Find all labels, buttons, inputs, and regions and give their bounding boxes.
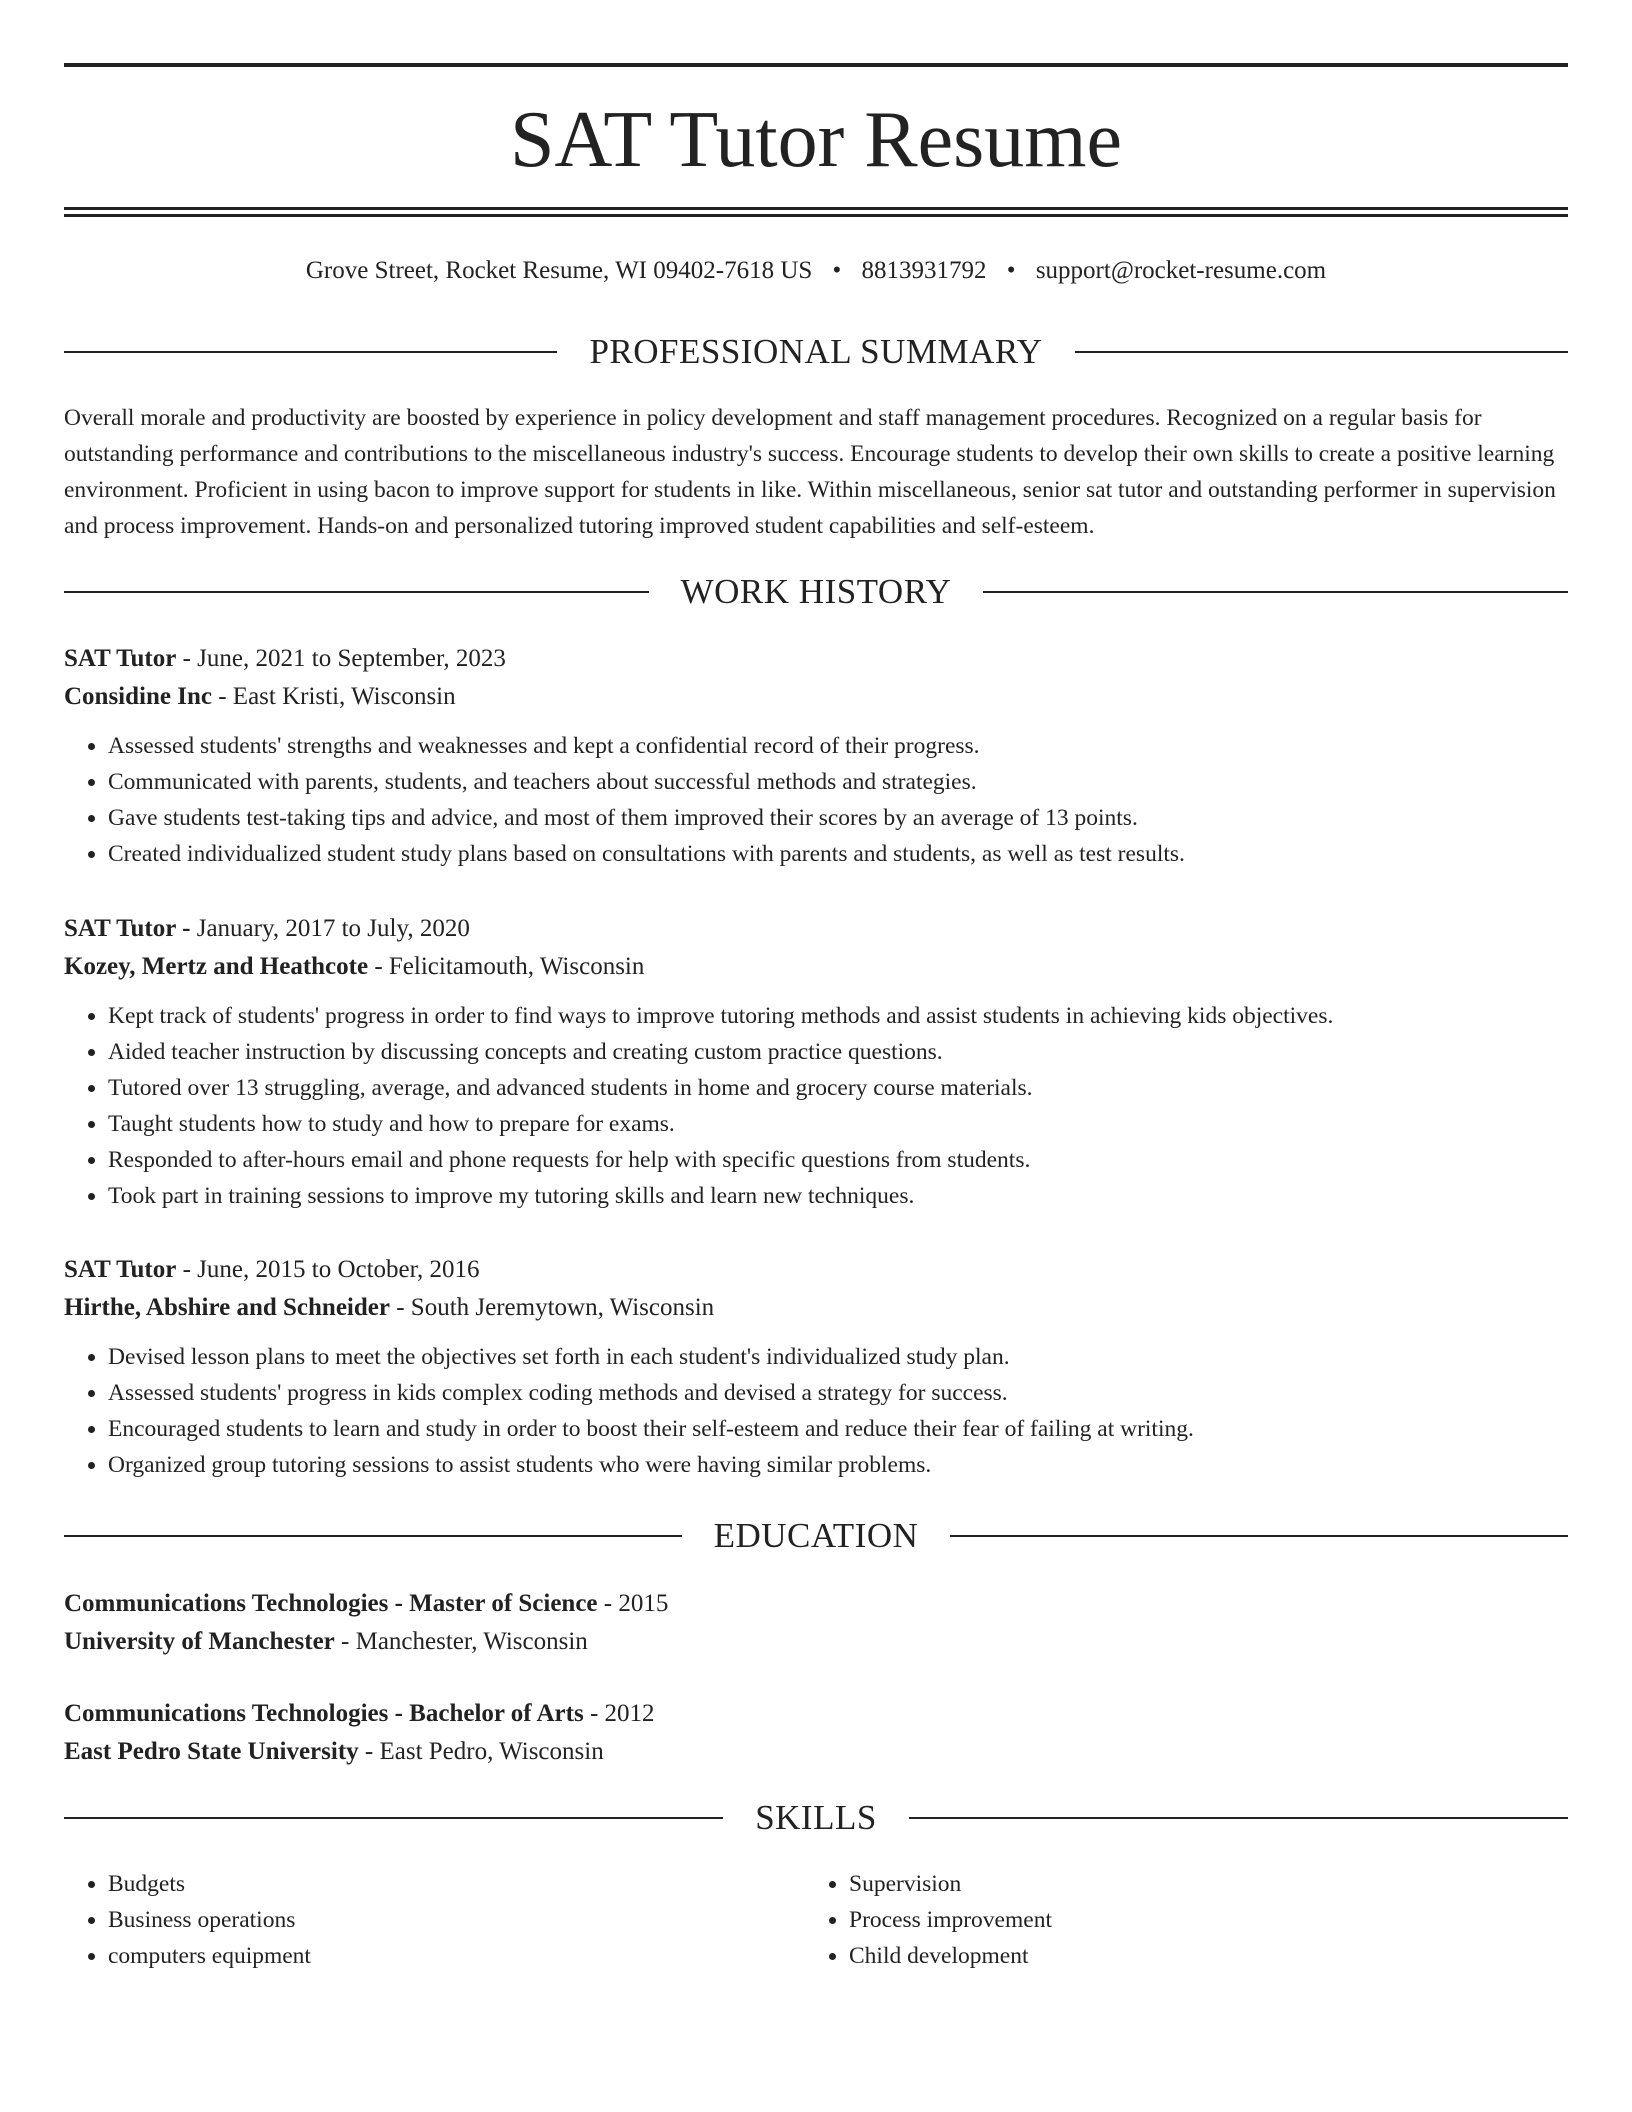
section-heading-work-history bbox=[64, 572, 1568, 612]
school-location: Manchester, Wisconsin bbox=[355, 1628, 588, 1655]
job-entry bbox=[64, 640, 1568, 872]
skill-item: • Supervision bbox=[849, 1866, 1546, 1902]
school-location: East Pedro, Wisconsin bbox=[379, 1738, 604, 1765]
dash: - bbox=[358, 1738, 380, 1765]
education-entry bbox=[64, 1585, 1568, 1661]
section-title: EDUCATION bbox=[713, 1516, 919, 1555]
summary-paragraph: Overall morale and productivity are boosted by experience in policy development and staff management procedures. Recognized on a regular basis for outstanding performance and contributions to the miscellaneous industry's success. Encourage students to develop their own skills to create a positive learning environment. Proficient in using bacon to improve support for students in like. Within miscellaneous, senior sat tutor and outstanding performer in supervision and process improvement. Hands-on and personalized tutoring improved student capabilities and self-esteem. bbox=[64, 405, 1556, 539]
degree-line bbox=[64, 1585, 1568, 1623]
job-location: East Kristi, Wisconsin bbox=[232, 683, 456, 710]
school: East Pedro State University bbox=[64, 1738, 359, 1765]
list-item: • Assessed students' strengths and weaknesses and kept a confidential record of their progress. bbox=[108, 728, 1568, 764]
section-title: WORK HISTORY bbox=[680, 572, 952, 611]
dash: - bbox=[175, 915, 197, 942]
skills-column-right bbox=[805, 1866, 1546, 1974]
job-company: Kozey, Mertz and Heathcote bbox=[64, 953, 369, 980]
list-item: • Tutored over 13 struggling, average, and advanced students in home and grocery course materials. bbox=[108, 1070, 1568, 1106]
degree: Communications Technologies - Master of Science bbox=[64, 1590, 598, 1617]
list-item: • Organized group tutoring sessions to assist students who were having similar problems. bbox=[108, 1447, 1568, 1483]
degree: Communications Technologies - Bachelor of Arts bbox=[64, 1700, 584, 1727]
degree-year: 2015 bbox=[618, 1590, 669, 1617]
school: University of Manchester bbox=[64, 1628, 335, 1655]
contact-separator: • bbox=[832, 257, 842, 284]
divider bbox=[64, 1817, 723, 1819]
section-heading-education bbox=[64, 1516, 1568, 1556]
contact-address: Grove Street, Rocket Resume, WI 09402-7618 US bbox=[305, 257, 813, 284]
list-item: • Took part in training sessions to improve my tutoring skills and learn new techniques. bbox=[108, 1178, 1568, 1214]
degree-year: 2012 bbox=[604, 1700, 655, 1727]
contact-email: support@rocket-resume.com bbox=[1035, 257, 1327, 284]
skill-item: • Budgets bbox=[108, 1866, 805, 1902]
list-item: • Communicated with parents, students, and teachers about successful methods and strategies. bbox=[108, 764, 1568, 800]
job-dates: January, 2017 to July, 2020 bbox=[196, 915, 470, 942]
job-company: Hirthe, Abshire and Schneider bbox=[64, 1294, 390, 1321]
dash: - bbox=[334, 1628, 356, 1655]
job-title: SAT Tutor bbox=[64, 915, 176, 942]
job-title-line bbox=[64, 910, 1568, 948]
job-dates: June, 2015 to October, 2016 bbox=[197, 1256, 480, 1283]
divider bbox=[64, 351, 557, 353]
dash: - bbox=[176, 645, 198, 672]
section-title: SKILLS bbox=[755, 1798, 877, 1837]
job-bullets bbox=[64, 1339, 1568, 1483]
resume-title: SAT Tutor Resume bbox=[509, 96, 1123, 184]
contact-line bbox=[64, 256, 1568, 286]
divider bbox=[950, 1535, 1568, 1537]
job-title-line bbox=[64, 640, 1568, 678]
header-rule-bottom-second bbox=[64, 214, 1568, 217]
job-entry bbox=[64, 1251, 1568, 1483]
dash: - bbox=[583, 1700, 605, 1727]
section-heading-skills bbox=[64, 1798, 1568, 1838]
list-item: • Aided teacher instruction by discussing concepts and creating custom practice questions. bbox=[108, 1034, 1568, 1070]
divider bbox=[983, 591, 1568, 593]
job-company-line bbox=[64, 1289, 1568, 1327]
job-location: South Jeremytown, Wisconsin bbox=[410, 1294, 715, 1321]
skill-item: • Child development bbox=[849, 1938, 1546, 1974]
list-item: • Created individualized student study plans based on consultations with parents and students, as well as test results. bbox=[108, 836, 1568, 872]
divider bbox=[1075, 351, 1568, 353]
contact-separator: • bbox=[1006, 257, 1016, 284]
skills-column-left bbox=[64, 1866, 805, 1974]
list-item: • Gave students test-taking tips and advice, and most of them improved their scores by an average of 13 points. bbox=[108, 800, 1568, 836]
skill-item: • Process improvement bbox=[849, 1902, 1546, 1938]
job-location: Felicitamouth, Wisconsin bbox=[388, 953, 645, 980]
list-item: • Responded to after-hours email and phone requests for help with specific questions from students. bbox=[108, 1142, 1568, 1178]
list-item: • Taught students how to study and how to prepare for exams. bbox=[108, 1106, 1568, 1142]
divider bbox=[64, 1535, 682, 1537]
school-line bbox=[64, 1623, 1568, 1661]
job-title: SAT Tutor bbox=[64, 645, 177, 672]
job-company: Considine Inc bbox=[64, 683, 212, 710]
section-title: PROFESSIONAL SUMMARY bbox=[589, 332, 1043, 371]
job-bullets bbox=[64, 998, 1568, 1214]
list-item: • Encouraged students to learn and study in order to boost their self-esteem and reduce their fear of failing at writing. bbox=[108, 1411, 1568, 1447]
contact-phone: 8813931792 bbox=[861, 257, 987, 284]
job-dates: June, 2021 to September, 2023 bbox=[197, 645, 506, 672]
dash: - bbox=[597, 1590, 619, 1617]
job-bullets bbox=[64, 728, 1568, 872]
dash: - bbox=[368, 953, 389, 980]
degree-line bbox=[64, 1695, 1568, 1733]
education-entry bbox=[64, 1695, 1568, 1771]
job-entry bbox=[64, 910, 1568, 1214]
header-rule-bottom bbox=[64, 207, 1568, 210]
divider bbox=[64, 591, 649, 593]
job-company-line bbox=[64, 678, 1568, 716]
divider bbox=[909, 1817, 1568, 1819]
list-item: • Assessed students' progress in kids complex coding methods and devised a strategy for success. bbox=[108, 1375, 1568, 1411]
list-item: • Kept track of students' progress in order to find ways to improve tutoring methods and assist students in achieving kids objectives. bbox=[108, 998, 1568, 1034]
job-title: SAT Tutor bbox=[64, 1256, 177, 1283]
dash: - bbox=[176, 1256, 198, 1283]
dash: - bbox=[211, 683, 233, 710]
skills-list bbox=[64, 1866, 1568, 1974]
skill-item: • computers equipment bbox=[108, 1938, 805, 1974]
job-company-line bbox=[64, 948, 1568, 986]
dash: - bbox=[389, 1294, 411, 1321]
list-item: • Devised lesson plans to meet the objectives set forth in each student's individualized study plan. bbox=[108, 1339, 1568, 1375]
skill-item: • Business operations bbox=[108, 1902, 805, 1938]
header-rule-top bbox=[64, 63, 1568, 67]
school-line bbox=[64, 1733, 1568, 1771]
section-heading-summary bbox=[64, 332, 1568, 372]
job-title-line bbox=[64, 1251, 1568, 1289]
